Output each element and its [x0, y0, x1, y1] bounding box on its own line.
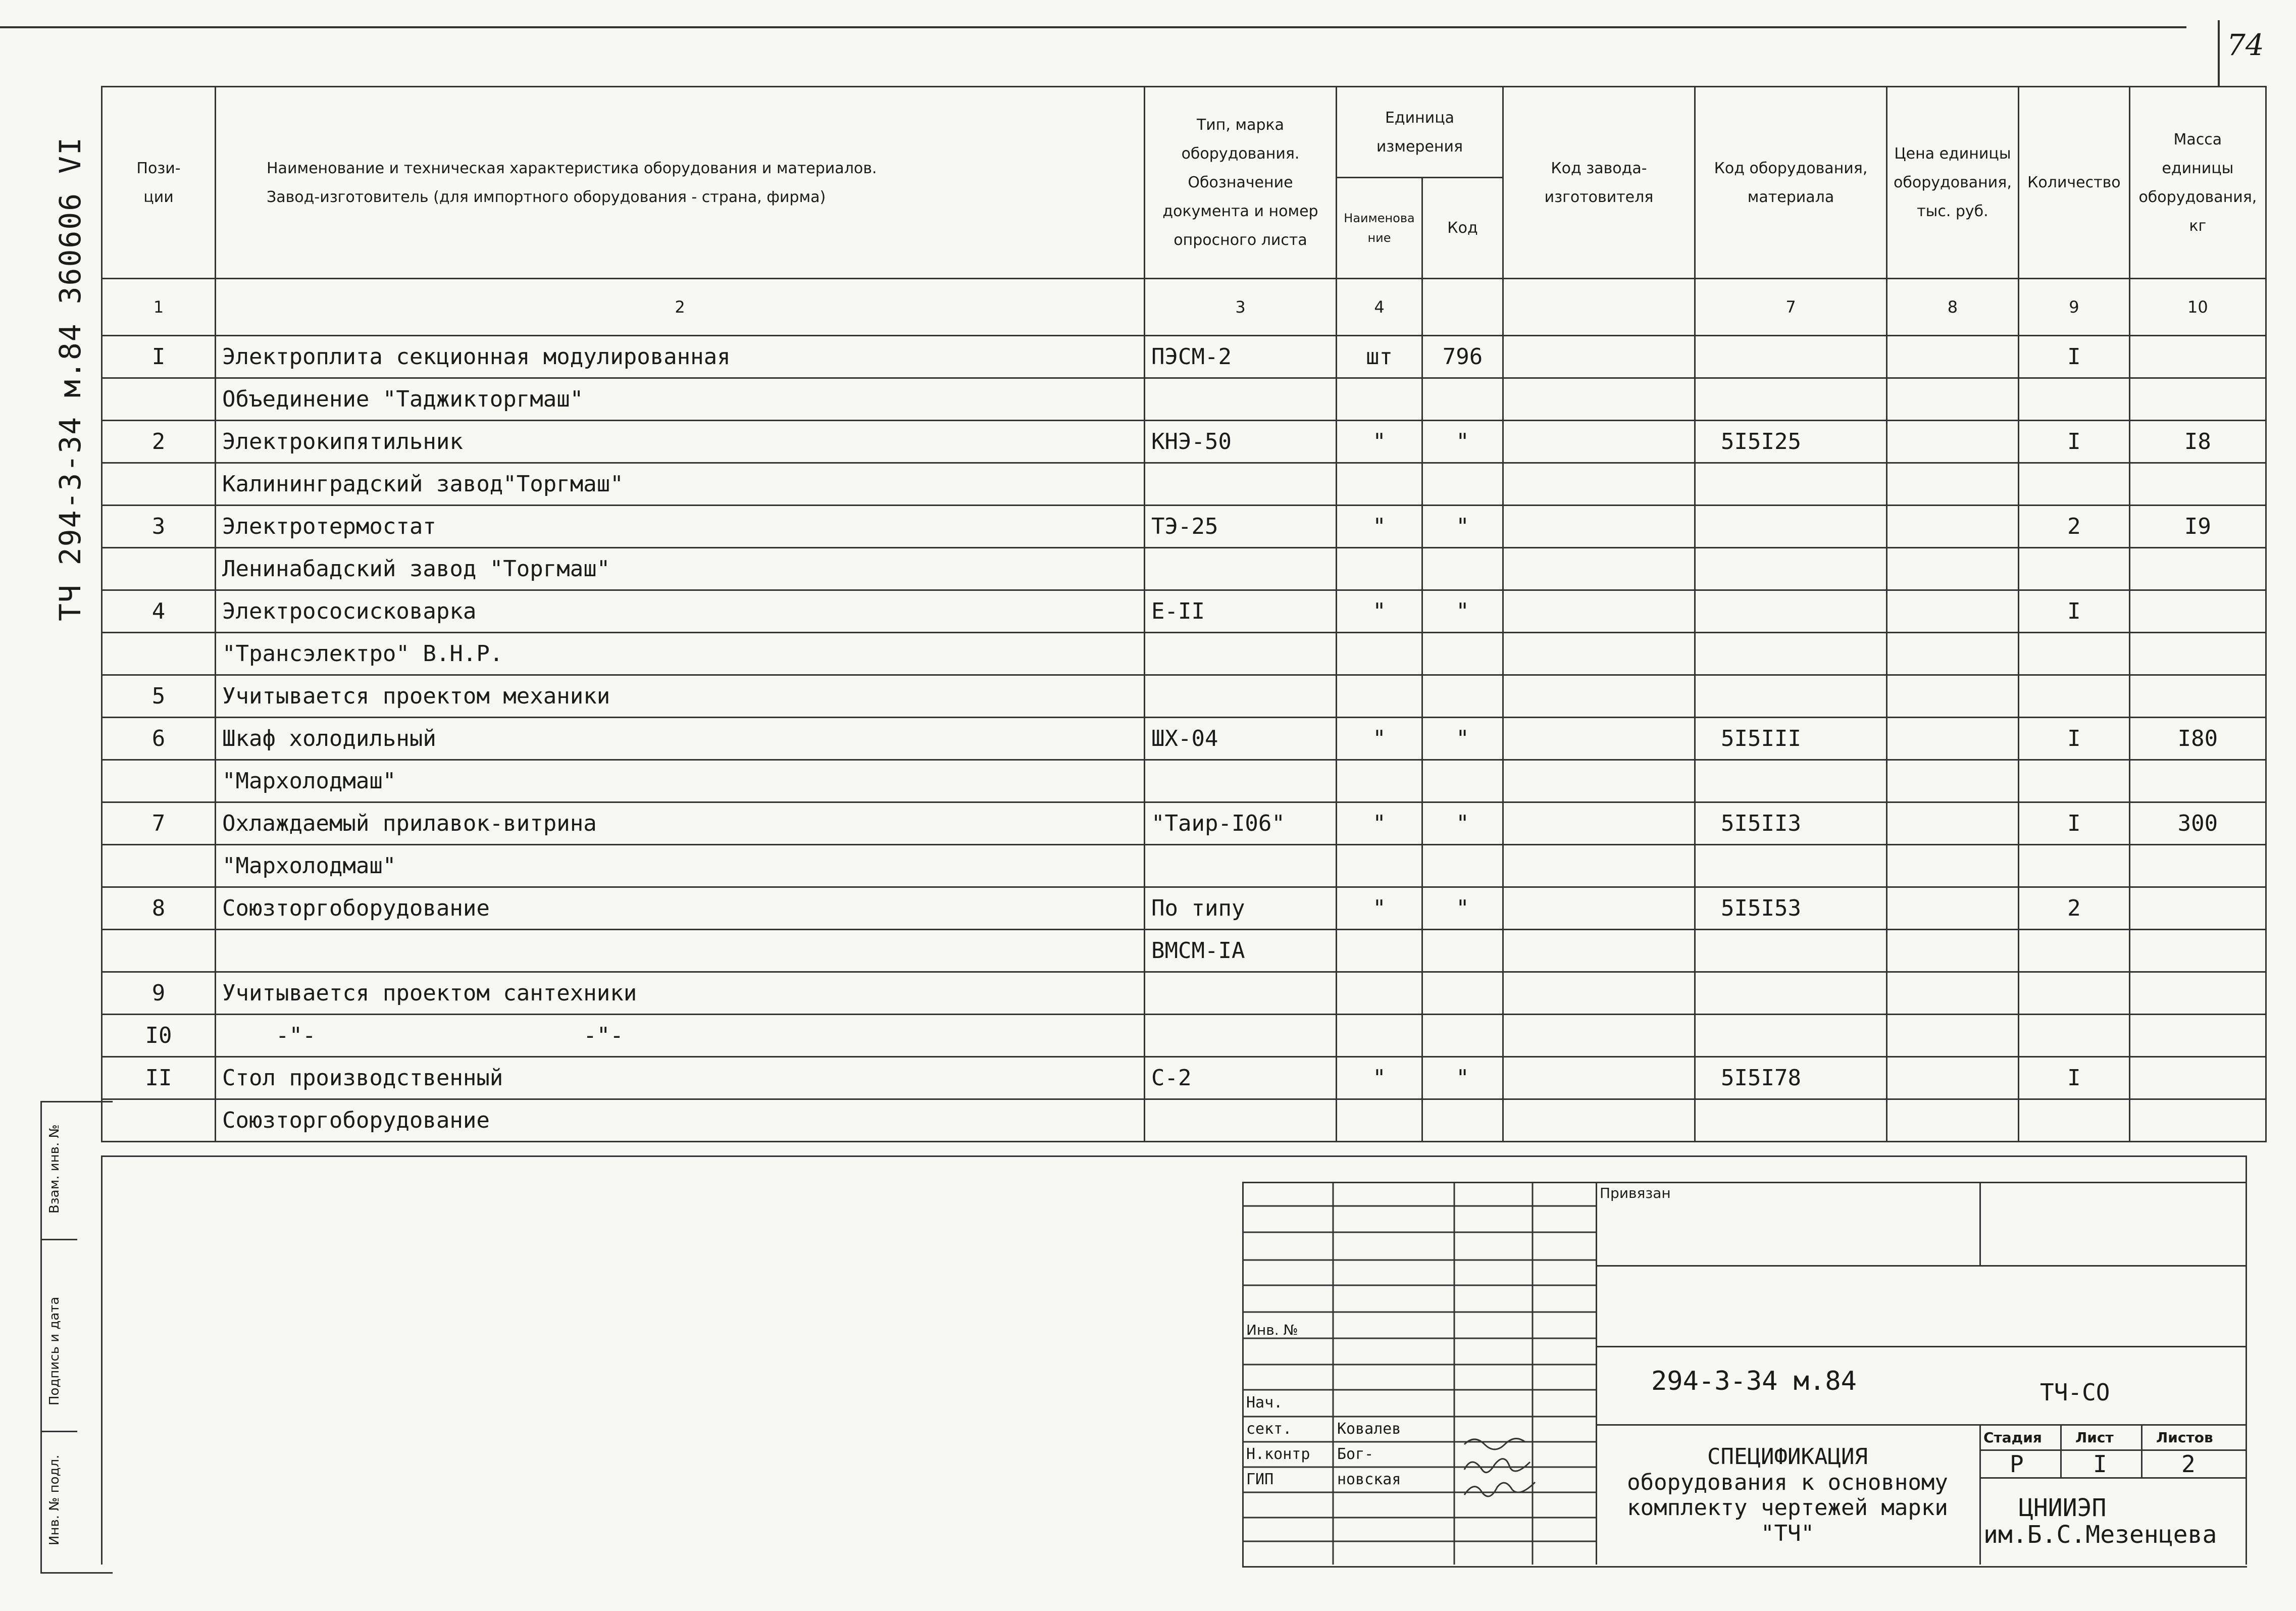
sheet-number: 74 [2227, 28, 2264, 62]
cell-type: По типу [1145, 887, 1337, 930]
cell-position: 6 [102, 718, 216, 760]
role-name-2: Бог- [1337, 1445, 1374, 1463]
cell-price [1887, 1015, 2019, 1057]
header-price: Цена единицы оборудования, тыс. руб. [1887, 87, 2019, 279]
table-row [102, 675, 2266, 718]
table-row [102, 1099, 2266, 1142]
cell-equipment-code [1695, 590, 1887, 633]
cell-position: II [102, 1057, 216, 1099]
stage-label: Стадия [1983, 1429, 2042, 1446]
cell-price [1887, 633, 2019, 675]
table-row [102, 1057, 2266, 1099]
header-unit-code: Код [1422, 178, 1503, 279]
cell-quantity [2018, 972, 2129, 1015]
table-row [102, 972, 2266, 1015]
cell-mass [2129, 760, 2266, 802]
cell-equipment-code [1695, 633, 1887, 675]
sheet-number-divider [2218, 20, 2220, 86]
cell-unit-code [1422, 548, 1503, 590]
cell-position: 7 [102, 802, 216, 845]
cell-type [1145, 1015, 1337, 1057]
cell-maker-code [1503, 336, 1695, 378]
cell-position [102, 633, 216, 675]
tb-vline-stage [1979, 1424, 1981, 1565]
cell-unit-code [1422, 675, 1503, 718]
cell-name: "Мархолодмаш" [216, 845, 1145, 887]
cell-equipment-code [1695, 675, 1887, 718]
cell-mass [2129, 845, 2266, 887]
cell-unit-code: " [1422, 506, 1503, 548]
header-equipment-code: Код оборудования, материала [1695, 87, 1887, 279]
cell-name: "Мархолодмаш" [216, 760, 1145, 802]
cell-price [1887, 760, 2019, 802]
cell-price [1887, 336, 2019, 378]
cell-type [1145, 633, 1337, 675]
cell-mass [2129, 1057, 2266, 1099]
strip-original-inv: Инв. № подл. [47, 1454, 62, 1545]
table-row [102, 463, 2266, 506]
cell-position [102, 1099, 216, 1142]
doc-title-line-3: комплекту чертежей марки [1627, 1495, 1948, 1521]
tb-vline-sheet [2060, 1424, 2062, 1477]
column-number: 1 [102, 279, 216, 336]
cell-mass [2129, 887, 2266, 930]
cell-maker-code [1503, 421, 1695, 463]
role-2: Н.контр [1246, 1445, 1310, 1463]
cell-name: Калининградский завод"Торгмаш" [216, 463, 1145, 506]
column-number: 2 [216, 279, 1145, 336]
cell-mass: I9 [2129, 506, 2266, 548]
cell-name: Ленинабадский завод "Торгмаш" [216, 548, 1145, 590]
cell-name: Объединение "Таджикторгмаш" [216, 378, 1145, 421]
cell-name [216, 930, 1145, 972]
cell-unit [1337, 930, 1422, 972]
cell-unit [1337, 675, 1422, 718]
table-row [102, 930, 2266, 972]
cell-quantity [2018, 675, 2129, 718]
cell-unit-code [1422, 463, 1503, 506]
cell-name: Электроплита секционная модулированная [216, 336, 1145, 378]
column-number [1503, 279, 1695, 336]
cell-name: Электрососисковарка [216, 590, 1145, 633]
cell-price [1887, 506, 2019, 548]
cell-name: -"- -"- [216, 1015, 1145, 1057]
cell-unit [1337, 633, 1422, 675]
cell-price [1887, 845, 2019, 887]
cell-unit: " [1337, 887, 1422, 930]
table-row [102, 760, 2266, 802]
cell-unit-code: " [1422, 802, 1503, 845]
cell-unit: шт [1337, 336, 1422, 378]
strip-signature-date: Подпись и дата [42, 1239, 77, 1432]
cell-price [1887, 675, 2019, 718]
cell-equipment-code: 5I5I25 [1695, 421, 1887, 463]
cell-name: Шкаф холодильный [216, 718, 1145, 760]
cell-mass: 300 [2129, 802, 2266, 845]
column-number: 7 [1695, 279, 1887, 336]
cell-name: Учитывается проектом механики [216, 675, 1145, 718]
cell-unit [1337, 972, 1422, 1015]
cell-position [102, 463, 216, 506]
cell-maker-code [1503, 718, 1695, 760]
cell-unit [1337, 548, 1422, 590]
cell-mass [2129, 1099, 2266, 1142]
document-title [1596, 1444, 1979, 1546]
cell-quantity: I [2018, 802, 2129, 845]
cell-unit [1337, 1015, 1422, 1057]
cell-position: 3 [102, 506, 216, 548]
table-row [102, 590, 2266, 633]
cell-mass [2129, 336, 2266, 378]
cell-type [1145, 845, 1337, 887]
role-name-1: Ковалев [1337, 1420, 1401, 1438]
cell-position: 4 [102, 590, 216, 633]
cell-unit: " [1337, 506, 1422, 548]
cell-unit-code: " [1422, 590, 1503, 633]
cell-quantity: I [2018, 590, 2129, 633]
margin-document-code [38, 116, 93, 621]
cell-maker-code [1503, 930, 1695, 972]
role-1: сект. [1246, 1420, 1292, 1438]
cell-price [1887, 972, 2019, 1015]
org-line-2: им.Б.С.Мезенцева [1983, 1520, 2217, 1549]
cell-mass [2129, 633, 2266, 675]
cell-type [1145, 675, 1337, 718]
cell-mass: I80 [2129, 718, 2266, 760]
table-row [102, 887, 2266, 930]
tb-line-2 [1596, 1346, 2246, 1347]
cell-type: КНЭ-50 [1145, 421, 1337, 463]
cell-type: С-2 [1145, 1057, 1337, 1099]
cell-unit: " [1337, 590, 1422, 633]
cell-unit [1337, 760, 1422, 802]
cell-maker-code [1503, 1015, 1695, 1057]
cell-unit-code [1422, 1015, 1503, 1057]
role-3: ГИП [1246, 1471, 1274, 1488]
cell-position: 8 [102, 887, 216, 930]
cell-unit [1337, 463, 1422, 506]
cell-type: Е-II [1145, 590, 1337, 633]
cell-position: I [102, 336, 216, 378]
cell-mass [2129, 463, 2266, 506]
cell-price [1887, 1057, 2019, 1099]
header-unit-name: Наименование [1337, 178, 1422, 279]
cell-price [1887, 930, 2019, 972]
cell-maker-code [1503, 760, 1695, 802]
cell-maker-code [1503, 972, 1695, 1015]
table-row [102, 845, 2266, 887]
title-block-signature-grid [1242, 1182, 1596, 1565]
table-row [102, 633, 2266, 675]
privyazan-label: Привязан [1600, 1185, 1671, 1201]
organization [1983, 1495, 2217, 1548]
cell-quantity [2018, 1099, 2129, 1142]
cell-equipment-code [1695, 1099, 1887, 1142]
cell-type: "Таир-I06" [1145, 802, 1337, 845]
org-line-1: ЦНИИЭП [2019, 1494, 2107, 1522]
cell-position: 5 [102, 675, 216, 718]
cell-equipment-code: 5I5II3 [1695, 802, 1887, 845]
tb-line-1 [1596, 1265, 2246, 1267]
cell-unit-code [1422, 633, 1503, 675]
cell-quantity [2018, 378, 2129, 421]
cell-maker-code [1503, 1057, 1695, 1099]
cell-equipment-code [1695, 845, 1887, 887]
cell-unit-code: " [1422, 421, 1503, 463]
cell-quantity: 2 [2018, 887, 2129, 930]
sheets-label: Листов [2156, 1429, 2213, 1446]
cell-price [1887, 887, 2019, 930]
header-maker-code: Код завода-изготовителя [1503, 87, 1695, 279]
cell-price [1887, 421, 2019, 463]
header-unit-group: Единица измерения [1337, 87, 1503, 178]
cell-unit-code: 796 [1422, 336, 1503, 378]
column-number: 8 [1887, 279, 2019, 336]
cell-unit-code [1422, 378, 1503, 421]
cell-maker-code [1503, 463, 1695, 506]
column-number: 4 [1337, 279, 1422, 336]
cell-unit-code [1422, 930, 1503, 972]
cell-equipment-code [1695, 760, 1887, 802]
cell-mass [2129, 590, 2266, 633]
cell-name: Электрокипятильник [216, 421, 1145, 463]
cell-maker-code [1503, 590, 1695, 633]
tb-vline-sheets [2141, 1424, 2142, 1477]
doc-title-line-4: "ТЧ" [1761, 1520, 1814, 1546]
cell-type: ПЭСМ-2 [1145, 336, 1337, 378]
cell-unit-code [1422, 845, 1503, 887]
cell-name: Союзторгоборудование [216, 1099, 1145, 1142]
cell-type: ТЭ-25 [1145, 506, 1337, 548]
cell-price [1887, 802, 2019, 845]
cell-unit: " [1337, 421, 1422, 463]
cell-unit-code [1422, 972, 1503, 1015]
cell-position [102, 930, 216, 972]
header-name: Наименование и техническая характеристика оборудования и материалов. Завод-изготовитель (для импортного оборудования - страна, фирма) [216, 87, 1145, 279]
document-code: 294-3-34 м.84 [1651, 1366, 1857, 1396]
cell-name: Союзторгоборудование [216, 887, 1145, 930]
cell-position [102, 548, 216, 590]
cell-quantity: I [2018, 336, 2129, 378]
cell-maker-code [1503, 887, 1695, 930]
sheet-label: Лист [2075, 1429, 2114, 1446]
cell-mass [2129, 1015, 2266, 1057]
cell-maker-code [1503, 506, 1695, 548]
frame-left-line [101, 1155, 103, 1565]
cell-type [1145, 463, 1337, 506]
cell-type [1145, 378, 1337, 421]
cell-quantity: I [2018, 1057, 2129, 1099]
cell-quantity [2018, 760, 2129, 802]
cell-price [1887, 378, 2019, 421]
cell-equipment-code [1695, 548, 1887, 590]
table-row [102, 421, 2266, 463]
table-row [102, 548, 2266, 590]
margin-code-text: ТЧ 294-3-34 м.84 360606 VI [53, 136, 87, 621]
cell-equipment-code [1695, 378, 1887, 421]
table-row [102, 378, 2266, 421]
cell-unit [1337, 378, 1422, 421]
cell-price [1887, 463, 2019, 506]
table-row [102, 718, 2266, 760]
cell-quantity [2018, 548, 2129, 590]
signature-grid-lines [1242, 1182, 1596, 1565]
column-number [1422, 279, 1503, 336]
inv-no-label: Инв. № [1246, 1322, 1298, 1338]
document-mark: ТЧ-СО [2040, 1379, 2110, 1406]
cell-name: Охлаждаемый прилавок-витрина [216, 802, 1145, 845]
cell-unit-code: " [1422, 887, 1503, 930]
strip-replaced-inv: Взам. инв. № [42, 1102, 77, 1240]
cell-equipment-code [1695, 506, 1887, 548]
table-row [102, 802, 2266, 845]
cell-mass [2129, 930, 2266, 972]
cell-quantity [2018, 1015, 2129, 1057]
table-row [102, 506, 2266, 548]
cell-quantity [2018, 633, 2129, 675]
cell-quantity: I [2018, 421, 2129, 463]
column-number: 9 [2018, 279, 2129, 336]
header-position: Пози- ции [102, 87, 216, 279]
cell-price [1887, 590, 2019, 633]
doc-title-line-1: СПЕЦИФИКАЦИЯ [1707, 1444, 1868, 1470]
column-number: 10 [2129, 279, 2266, 336]
cell-maker-code [1503, 378, 1695, 421]
cell-unit: " [1337, 1057, 1422, 1099]
cell-price [1887, 1099, 2019, 1142]
cell-position [102, 845, 216, 887]
cell-quantity [2018, 930, 2129, 972]
cell-equipment-code: 5I5I78 [1695, 1057, 1887, 1099]
column-number: 3 [1145, 279, 1337, 336]
cell-equipment-code [1695, 930, 1887, 972]
specification-table [101, 86, 2267, 1142]
signatures [1459, 1429, 1545, 1505]
cell-mass [2129, 972, 2266, 1015]
cell-name: "Трансэлектро" В.Н.Р. [216, 633, 1145, 675]
cell-equipment-code [1695, 972, 1887, 1015]
cell-mass [2129, 675, 2266, 718]
cell-name: Стол производственный [216, 1057, 1145, 1099]
cell-price [1887, 718, 2019, 760]
cell-position [102, 760, 216, 802]
cell-type [1145, 760, 1337, 802]
role-name-3: новская [1337, 1471, 1401, 1488]
role-0: Нач. [1246, 1394, 1283, 1412]
table-row [102, 1015, 2266, 1057]
cell-position: I0 [102, 1015, 216, 1057]
header-type: Тип, марка оборудования. Обозначение документа и номер опросного листа [1145, 87, 1337, 279]
doc-title-line-2: оборудования к основному [1627, 1469, 1948, 1495]
cell-price [1887, 548, 2019, 590]
tb-vline-privyazan [1979, 1182, 1981, 1265]
cell-equipment-code [1695, 336, 1887, 378]
cell-equipment-code [1695, 1015, 1887, 1057]
cell-mass [2129, 548, 2266, 590]
cell-name: Электротермостат [216, 506, 1145, 548]
cell-equipment-code [1695, 463, 1887, 506]
cell-mass: I8 [2129, 421, 2266, 463]
header-mass: Масса единицы оборудования, кг [2129, 87, 2266, 279]
cell-unit [1337, 845, 1422, 887]
cell-unit-code [1422, 1099, 1503, 1142]
cell-unit-code: " [1422, 718, 1503, 760]
cell-unit: " [1337, 802, 1422, 845]
cell-maker-code [1503, 845, 1695, 887]
sheets-value: 2 [2181, 1450, 2196, 1478]
tb-line-3 [1596, 1424, 2246, 1426]
column-number-row [102, 279, 2266, 336]
cell-quantity: 2 [2018, 506, 2129, 548]
cell-position [102, 378, 216, 421]
cell-unit [1337, 1099, 1422, 1142]
cell-quantity [2018, 463, 2129, 506]
cell-type [1145, 972, 1337, 1015]
cell-unit-code: " [1422, 1057, 1503, 1099]
cell-equipment-code: 5I5III [1695, 718, 1887, 760]
table-row [102, 336, 2266, 378]
cell-mass [2129, 378, 2266, 421]
cell-unit: " [1337, 718, 1422, 760]
cell-unit-code [1422, 760, 1503, 802]
header-quantity: Количество [2018, 87, 2129, 279]
cell-type: ШХ-04 [1145, 718, 1337, 760]
cell-maker-code [1503, 1099, 1695, 1142]
cell-type [1145, 548, 1337, 590]
cell-type: ВМСМ-IА [1145, 930, 1337, 972]
cell-maker-code [1503, 802, 1695, 845]
sheet-value: I [2093, 1450, 2107, 1478]
cell-position: 2 [102, 421, 216, 463]
cell-maker-code [1503, 548, 1695, 590]
cell-quantity: I [2018, 718, 2129, 760]
cell-maker-code [1503, 675, 1695, 718]
stage-value: Р [2010, 1450, 2024, 1478]
cell-position: 9 [102, 972, 216, 1015]
cell-quantity [2018, 845, 2129, 887]
cell-equipment-code: 5I5I53 [1695, 887, 1887, 930]
top-border-line [0, 26, 2186, 28]
cell-type [1145, 1099, 1337, 1142]
table-bottom-line [101, 1155, 2246, 1157]
cell-name: Учитывается проектом сантехники [216, 972, 1145, 1015]
cell-maker-code [1503, 633, 1695, 675]
